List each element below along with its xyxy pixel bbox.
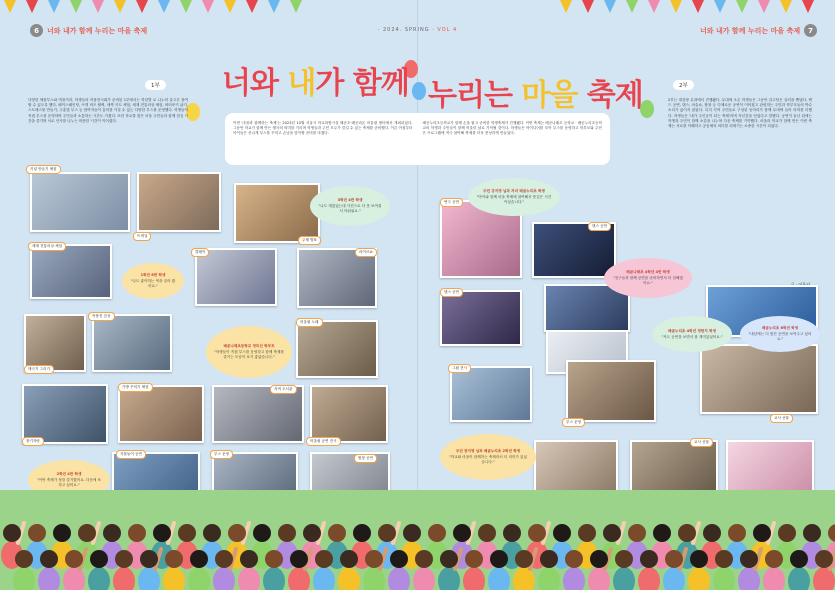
crowd-person-head [253, 524, 271, 542]
photo [195, 248, 277, 306]
balloon-yellow [186, 103, 200, 121]
bunting-left [4, 0, 312, 20]
crowd-person-body [788, 567, 810, 590]
crowd-person-body [738, 567, 760, 590]
photo-caption: 합창 공연 [354, 454, 377, 463]
crowd-person-body [238, 567, 260, 590]
crowd-person-body [163, 567, 185, 590]
crowd-person-head [353, 524, 371, 542]
crowd-person-body [188, 567, 210, 590]
crowd-person-head [440, 550, 458, 568]
crowd-person-body [588, 567, 610, 590]
issue-label: · 2024. SPRING · VOL 4 [377, 27, 458, 33]
photo-caption: 그림 전시 [448, 364, 471, 373]
quote-bubble: 2학년 4반 학생 "이번 축제가 정말 즐거웠어요. 다음에 또 하고 싶어요." [28, 460, 110, 500]
crowd-person-head [153, 524, 171, 542]
crowd-person-head [15, 550, 33, 568]
left-column-text: 다양한 체험부스와 먹을거리, 학생들의 작품전시회가 준비된 1부에서는 학년별 로 나누어 골고루 참여할 수 있도록 했다. 페이스페인팅, 뜨개 비즈 팔찌, 새싹 키트 체험, 세계 전통의상 체험, 버터쿠키 굽기, 스트레스볼 만들기, 주홍빛 부스 등 참여자들이 흥미를 가질 수 있는 다양한 부스를 운영했다. 학생들이 직접 부스를 운영하며 주민들과 소통하는 시간도 가졌다. 또한 학교를 찾은 마을 주민들과 함께 점심 시간을 즐기며 서로 인사를 나누는 따뜻한 시간이 이어졌다. [28, 98, 188, 123]
crowd-person-body [213, 567, 235, 590]
crowd-person-head [653, 524, 671, 542]
crowd-person-head [178, 524, 196, 542]
crowd-person-head [728, 524, 746, 542]
photo-caption: 가방 꾸미기 체험 [118, 383, 153, 392]
crowd-person-body [688, 567, 710, 590]
page-number-left: 6 [30, 24, 43, 37]
photo-caption: 부스 운영 [562, 418, 585, 427]
intro-text-b: 배곧누리초등학교가 함께 손을 잡고 준비한 학생축제가 진행됐다. 이번 축제는 배곧나래초 등학교 · 배곧누리초등학교의 학생과 주민들이 함께 어울린 날로 기억될 것이다. 학생들은 아이디어를 모아 부스를 운영하고 학부모와 주민은 프로그램에 적극 참여해 축제를 더욱 풍성하게 만들었다. [422, 121, 602, 136]
crowd-person-head [615, 550, 633, 568]
crowd-person-head [115, 550, 133, 568]
crowd-person-head [503, 524, 521, 542]
bunting-flag [26, 0, 38, 13]
crowd-person-head [715, 550, 733, 568]
crowd-person-head [765, 550, 783, 568]
crowd-person-body [263, 567, 285, 590]
crowd-person-head [828, 524, 835, 542]
balloon-blue [412, 82, 426, 100]
crowd-person-head [578, 524, 596, 542]
photo-caption: 어울림 공연 전시 [306, 437, 341, 446]
photo-caption: 키링 만들기 체험 [26, 165, 61, 174]
crowd-person-head [203, 524, 221, 542]
section-tag-part2: 2부 [673, 80, 694, 90]
bunting-flag [114, 0, 126, 13]
crowd-person-head [590, 550, 608, 568]
quote-bubble: 주민 장지영 님과 배곧누리초 2학년 학생 "학교와 마을이 함께하는 축제라서 더 의미가 있었습니다." [440, 434, 536, 480]
crowd-person-head [3, 524, 21, 542]
photo [22, 384, 108, 444]
crowd-person-head [365, 550, 383, 568]
photo [24, 314, 86, 372]
bunting-flag [648, 0, 660, 13]
crowd-person-body [563, 567, 585, 590]
crowd-person-head [415, 550, 433, 568]
quote-bubble: 1학년 6반 학생 "나도 좋아하는 색을 골라 봤어요." [122, 263, 184, 299]
bunting-flag [202, 0, 214, 13]
crowd-person-body [363, 567, 385, 590]
running-title-right: 너와 내가 함께 누리는 마을 축제 [700, 26, 801, 35]
bunting-flag [246, 0, 258, 13]
bunting-flag [604, 0, 616, 13]
intro-text-a: 이번 '마을과 함께하는 축제'는 2023년 10월 서울시 학교복합시설 배곧초·배곧라온 어울림 센터에서 개최되었다. 그동안 학교가 함께 만든 행사의 의미를 기리며 학생들과 주민 모두가 즐길 수 있는 축제를 준비했다. 이른 아침부터 아이들은 신나게 부스를 꾸미고 손님을 맞이할 준비를 마쳤다. [233, 121, 413, 136]
crowd-person-head [65, 550, 83, 568]
header-right [700, 24, 817, 37]
intro-box [225, 113, 610, 165]
photo [234, 183, 320, 243]
crowd-person-body [313, 567, 335, 590]
crowd-person-head [340, 550, 358, 568]
photo-caption: 부스 운영 [210, 450, 233, 459]
bunting-flag [290, 0, 302, 13]
bunting-flag [582, 0, 594, 13]
photo [534, 440, 618, 496]
photo [310, 385, 388, 443]
right-column-text: 2부는 대강당 무대에서 진행됐다. 무대에 오른 학생들은 그동안 갈고닦은 실력을 뽐냈다. 밴드 공연, 댄스, 마술쇼, 합창 등 다채로운 공연이 이어졌고 관람하는 주민과 학부모들의 박수 소리가 끊이지 않았다. 특히 지역 주민들로 구성된 동아리가 함께 무대에 올라 의미를 더했다. 학생들은 '내가 주인공이 되는 축제'라며 자신감을 얻었다고 말했다. 공연이 끝난 뒤에는 학생과 주민이 함께 소감을 나누며 다음 축제를 기약했다. 마을과 학교가 함께 만든 이번 축제는 서로를 이해하고 공동체의 의미를 되새기는 소중한 시간이 되었다. [668, 98, 812, 129]
crowd-person-head [403, 524, 421, 542]
bunting-flag [136, 0, 148, 13]
crowd-person-head [428, 524, 446, 542]
crowd-person-head [28, 524, 46, 542]
crowd-person-body [713, 567, 735, 590]
photo-caption: 지역 도서관 [270, 385, 297, 394]
crowd-person-body [13, 567, 35, 590]
crowd-person-head [803, 524, 821, 542]
photo [440, 290, 522, 346]
bunting-flag [670, 0, 682, 13]
crowd-person-head [278, 524, 296, 542]
crowd-person-head [103, 524, 121, 542]
photo-caption: 작품전 감상 [88, 312, 115, 321]
crowd-person-head [265, 550, 283, 568]
crowd-person-head [553, 524, 571, 542]
issue-vol: VOL 4 [437, 27, 458, 33]
crowd-person-body [138, 567, 160, 590]
running-title-left: 너와 내가 함께 누리는 마을 축제 [47, 26, 148, 35]
bunting-flag [48, 0, 60, 13]
crowd-person-head [228, 524, 246, 542]
crowd-person-head [478, 524, 496, 542]
crowd-person-head [790, 550, 808, 568]
crowd-person-head [465, 550, 483, 568]
crowd-person-head [315, 550, 333, 568]
photo [296, 320, 378, 378]
crowd-person-head [165, 550, 183, 568]
bunting-flag [4, 0, 16, 13]
crowd-person-body [513, 567, 535, 590]
crowd-person-head [53, 524, 71, 542]
bunting-flag [158, 0, 170, 13]
crowd-person-head [565, 550, 583, 568]
crowd-person-body [638, 567, 660, 590]
headline-line1: 너와 내가 함께 [222, 66, 409, 101]
bunting-flag [92, 0, 104, 13]
crowd-person-body [413, 567, 435, 590]
photo [92, 314, 172, 372]
bunting-flag [180, 0, 192, 13]
bunting-flag [736, 0, 748, 13]
crowd-person-head [378, 524, 396, 542]
crowd-person-head [753, 524, 771, 542]
photo-caption: 라이브쇼 [355, 248, 377, 257]
crowd-person-body [338, 567, 360, 590]
crowd-person-body [63, 567, 85, 590]
photo [118, 385, 204, 443]
photo [700, 344, 818, 414]
crowd-person-head [240, 550, 258, 568]
crowd-person-head [40, 550, 58, 568]
bunting-flag [224, 0, 236, 13]
section-tag-part1: 1부 [145, 80, 166, 90]
crowd-person-head [78, 524, 96, 542]
crowd-person-body [538, 567, 560, 590]
bunting-right [560, 0, 824, 20]
bunting-flag [802, 0, 814, 13]
bunting-flag [714, 0, 726, 13]
photo-caption: 태극기 그리기 [24, 365, 54, 374]
crowd-person-head [815, 550, 833, 568]
quote-bubble: 배곧누리초 6학년 학생 "내년에는 더 멋진 공연을 보여주고 싶어요." [740, 316, 820, 352]
quote-bubble: 3학년 4반 학생 "나도 재밌었는데 사진으로 다 못 보여줘서 아쉬워요." [310, 186, 390, 226]
crowd-person-head [540, 550, 558, 568]
crowd-person-body [813, 567, 835, 590]
crowd-person-head [490, 550, 508, 568]
photo-caption: 주제 발표 [298, 236, 321, 245]
crowd-person-head [453, 524, 471, 542]
crowd-person-head [90, 550, 108, 568]
crowd-person-head [290, 550, 308, 568]
photo [137, 172, 221, 232]
quote-bubble: 주민 강지영 님과 자녀 배곧누리초 학생 "아이와 함께 마을 축제에 참여해서 뜻깊은 시간이었습니다." [468, 178, 560, 216]
quote-bubble: 배곧누리초 4학년 정현지 학생 "저도 공연을 보면서 참 재미있었어요." [652, 316, 732, 352]
crowd-person-body [388, 567, 410, 590]
crowd-person-head [678, 524, 696, 542]
crowd-person-body [663, 567, 685, 590]
bunting-flag [626, 0, 638, 13]
crowd-person-head [665, 550, 683, 568]
quote-bubble: 배곧나래초등학교 정미선 학부모 "학생들이 직접 부스를 운영하고 함께 축제를 즐기는 모습이 보기 좋았습니다." [206, 326, 292, 378]
quote-bubble: 배곧나래초 4학년 4반 학생 "친구들과 함께 공연을 준비하면서 더 친해졌어요." [604, 258, 692, 298]
crowd-person-head [690, 550, 708, 568]
crowd-person-body [438, 567, 460, 590]
photo-caption: 댄스 공연 [588, 222, 611, 231]
crowd-person-body [38, 567, 60, 590]
photo [450, 366, 532, 422]
crowd-person-body [763, 567, 785, 590]
crowd-person-head [303, 524, 321, 542]
bunting-flag [268, 0, 280, 13]
crowd-person-body [288, 567, 310, 590]
bunting-flag [780, 0, 792, 13]
crowd-person-head [778, 524, 796, 542]
bunting-flag [692, 0, 704, 13]
headline-line2: 누리는 마을 축제 [428, 78, 643, 113]
crowd-person-head [128, 524, 146, 542]
photo [566, 360, 656, 422]
photo [30, 244, 112, 299]
crowd-person-head [215, 550, 233, 568]
crowd-person-head [515, 550, 533, 568]
bunting-flag [70, 0, 82, 13]
crowd-person-head [603, 524, 621, 542]
photo-caption: 뜨개질 [133, 232, 151, 241]
photo-caption: 연극 공연 [440, 198, 463, 207]
crowd-person-body [613, 567, 635, 590]
crowd-illustration [0, 505, 835, 590]
crowd-person-body [463, 567, 485, 590]
bunting-flag [560, 0, 572, 13]
photo-caption: 교사 선물 [690, 438, 713, 447]
photo-caption: 사물놀이 공연 [116, 450, 146, 459]
photo-caption: 교사 선물 [770, 414, 793, 423]
crowd-person-body [488, 567, 510, 590]
crowd-person-body [113, 567, 135, 590]
page-number-right: 7 [804, 24, 817, 37]
crowd-person-head [703, 524, 721, 542]
photo-caption: 클레이 [191, 248, 209, 257]
crowd-person-head [190, 550, 208, 568]
crowd-person-head [328, 524, 346, 542]
crowd-person-head [628, 524, 646, 542]
photo-caption: 세계 전통의상 체험 [28, 242, 66, 251]
photo-caption: 장기자랑 [22, 437, 44, 446]
bunting-flag [758, 0, 770, 13]
crowd-person-head [740, 550, 758, 568]
photo [297, 248, 377, 308]
crowd-person-head [528, 524, 546, 542]
crowd-person-head [640, 550, 658, 568]
photo-caption: 댄스 공연 [440, 288, 463, 297]
crowd-person-head [140, 550, 158, 568]
crowd-person-body [88, 567, 110, 590]
photo [30, 172, 130, 232]
photo-caption: 어울림 노래 [296, 318, 323, 327]
crowd-person-head [390, 550, 408, 568]
